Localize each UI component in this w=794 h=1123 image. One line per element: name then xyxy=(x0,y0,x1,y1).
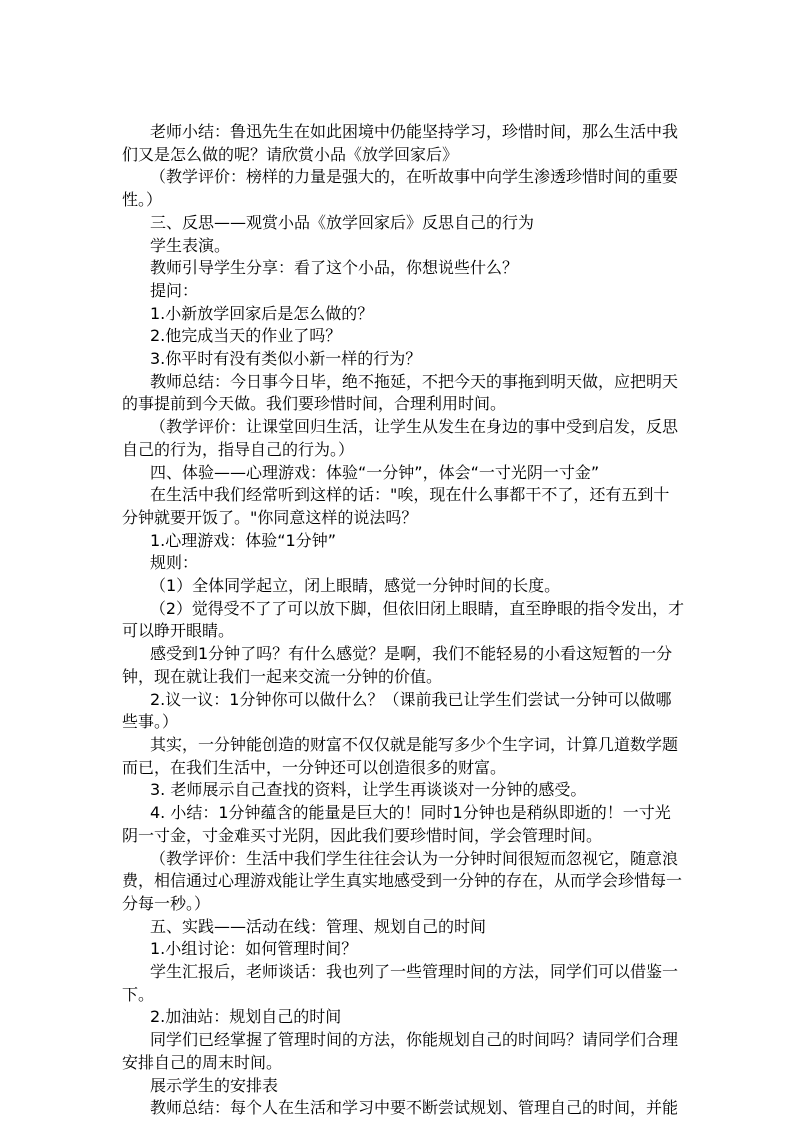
text-line: 性。） xyxy=(122,190,163,210)
text-line: 安排自己的周末时间。 xyxy=(122,1052,283,1072)
text-line: 2.议一议：1分钟你可以做什么？（课前我已让学生们尝试一分钟可以做哪 xyxy=(150,689,672,709)
text-line: 3.你平时有没有类似小新一样的行为？ xyxy=(150,349,422,369)
text-line: 们又是怎么做的呢？请欣赏小品《放学回家后》 xyxy=(122,144,459,164)
text-line: （2）觉得受不了了可以放下脚，但依旧闭上眼睛，直至睁眼的指令发出，才 xyxy=(150,598,684,618)
text-line: 教师总结：今日事今日毕，绝不拖延，不把今天的事拖到明天做，应把明天 xyxy=(150,371,679,391)
text-line: 下。 xyxy=(122,984,155,1004)
text-line: 钟，现在就让我们一起来交流一分钟的价值。 xyxy=(122,666,443,686)
text-line: 规则： xyxy=(150,553,199,573)
text-line: （教学评价：让课堂回归生活，让学生从发生在身边的事中受到启发，反思 xyxy=(150,417,679,437)
text-line: 同学们已经掌握了管理时间的方法，你能规划自己的时间吗？请同学们合理 xyxy=(150,1030,679,1050)
text-line: 分每一秒。） xyxy=(122,893,211,913)
text-line: 1.小组讨论：如何管理时间？ xyxy=(150,939,358,959)
text-line: 教师引导学生分享：看了这个小品，你想说些什么？ xyxy=(150,258,519,278)
text-line: 可以睁开眼睛。 xyxy=(122,621,235,641)
text-line: 而已，在我们生活中，一分钟还可以创造很多的财富。 xyxy=(122,757,507,777)
text-line: 在生活中我们经常听到这样的话："唉，现在什么事都干不了，还有五到十 xyxy=(150,485,670,505)
text-line: （教学评价：榜样的力量是强大的，在听故事中向学生渗透珍惜时间的重要 xyxy=(150,167,679,187)
text-line: 感受到1分钟了吗？有什么感觉？是啊，我们不能轻易的小看这短暂的一分 xyxy=(150,644,673,664)
text-line: （教学评价：生活中我们学生往往会认为一分钟时间很短而忽视它，随意浪 xyxy=(150,848,679,868)
text-line: 学生表演。 xyxy=(150,235,231,255)
text-line: 阴一寸金，寸金难买寸光阴，因此我们要珍惜时间，学会管理时间。 xyxy=(122,825,603,845)
text-line: （1）全体同学起立，闭上眼睛，感觉一分钟时间的长度。 xyxy=(150,576,561,596)
text-line: 1.心理游戏：体验“1分钟” xyxy=(150,530,337,550)
text-line: 1.小新放学回家后是怎么做的？ xyxy=(150,303,374,323)
text-line: 费，相信通过心理游戏能让学生真实地感受到一分钟的存在，从而学会珍惜每一 xyxy=(122,871,683,891)
text-line: 展示学生的安排表 xyxy=(150,1075,279,1095)
text-line: 分钟就要开饭了。"你同意这样的说法吗？ xyxy=(122,507,418,527)
text-line: 提问： xyxy=(150,280,199,300)
text-line: 教师总结：每个人在生活和学习中要不断尝试规划、管理自己的时间，并能 xyxy=(150,1098,679,1118)
text-line: 老师小结：鲁迅先生在如此困境中仍能坚持学习，珍惜时间，那么生活中我 xyxy=(150,122,679,141)
document-page xyxy=(122,121,684,1120)
text-line: 3. 老师展示自己查找的资料，让学生再谈谈对一分钟的感受。 xyxy=(150,780,587,800)
text-line: 四、体验——心理游戏：体验“一分钟”，体会“一寸光阴一寸金” xyxy=(150,462,600,482)
text-line: 三、反思——观赏小品《放学回家后》反思自己的行为 xyxy=(150,212,535,232)
text-line: 2.他完成当天的作业了吗？ xyxy=(150,326,342,346)
text-line: 自己的行为，指导自己的行为。） xyxy=(122,439,355,459)
text-line: 4. 小结：1分钟蕴含的能量是巨大的！同时1分钟也是稍纵即逝的！一寸光 xyxy=(150,803,671,823)
text-line: 的事提前到今天做。我们要珍惜时间，合理利用时间。 xyxy=(122,394,507,414)
text-line: 2.加油站：规划自己的时间 xyxy=(150,1007,342,1027)
text-line: 些事。） xyxy=(122,712,179,732)
text-line: 五、实践——活动在线：管理、规划自己的时间 xyxy=(150,916,487,936)
text-line: 其实，一分钟能创造的财富不仅仅就是能写多少个生字词，计算几道数学题 xyxy=(150,734,679,754)
text-line: 学生汇报后，老师谈话：我也列了一些管理时间的方法，同学们可以借鉴一 xyxy=(150,962,679,982)
